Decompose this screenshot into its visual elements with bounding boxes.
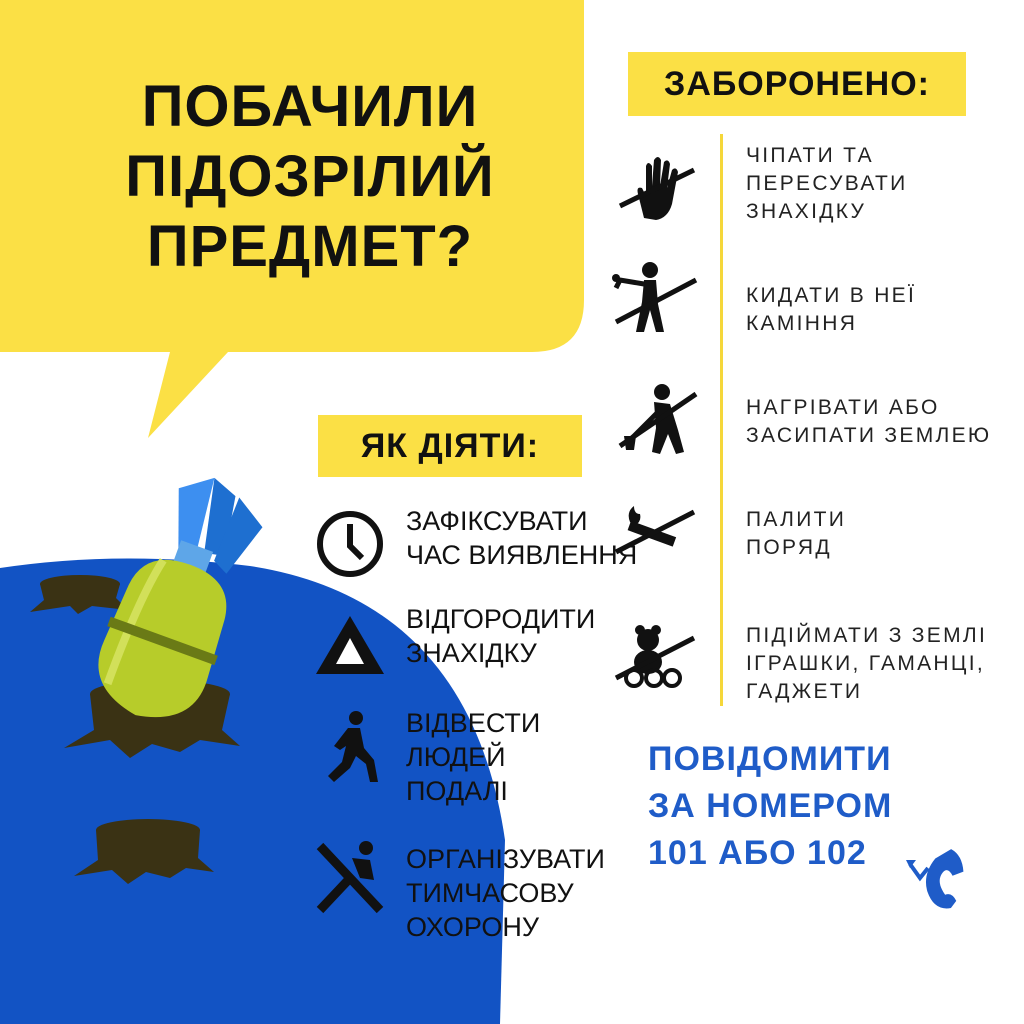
guard-person-icon [312, 838, 388, 914]
clock-icon [312, 506, 388, 582]
shovel-icon [610, 380, 700, 460]
report-phone-numbers: 101 АБО 102 [648, 834, 867, 872]
headline-line-3: ПРЕДМЕТ? [146, 214, 474, 279]
how-to-title: ЯК ДІЯТИ: [318, 415, 582, 477]
action-2-text: ВІДГОРОДИТИ ЗНАХІДКУ [406, 604, 596, 668]
throw-stone-icon [610, 258, 700, 338]
action-4-text: ОРГАНІЗУВАТИ ТИМЧАСОВУ ОХОРОНУ [406, 844, 605, 942]
action-1-text: ЗАФІКСУВАТИ ЧАС ВИЯВЛЕННЯ [406, 506, 638, 570]
hand-icon [610, 150, 700, 230]
report-line-1: ПОВІДОМИТИ [648, 740, 892, 778]
section-divider [720, 134, 723, 706]
forbidden-item-3-text: НАГРІВАТИ АБО ЗАСИПАТИ ЗЕМЛЕЮ [746, 396, 992, 447]
headline-line-2: ПІДОЗРІЛИЙ [125, 144, 495, 209]
action-3-text: ВІДВЕСТИ ЛЮДЕЙ ПОДАЛІ [406, 708, 541, 806]
toys-icon [610, 620, 700, 700]
running-person-icon [312, 710, 388, 786]
forbidden-item-5-text: ПІДІЙМАТИ З ЗЕМЛІ ІГРАШКИ, ГАМАНЦІ, ГАДЖЕТИ [746, 624, 988, 703]
forbidden-item-1-text: ЧІПАТИ ТА ПЕРЕСУВАТИ ЗНАХІДКУ [746, 144, 908, 223]
phone-icon [902, 842, 974, 914]
forbidden-title: ЗАБОРОНЕНО: [628, 52, 966, 116]
headline [40, 72, 580, 282]
headline-line-1: ПОБАЧИЛИ [141, 74, 479, 139]
forbidden-item-2-text: КИДАТИ В НЕЇ КАМІННЯ [746, 284, 917, 335]
tree-stump-left [30, 575, 128, 614]
report-line-2: ЗА НОМЕРОМ [648, 787, 893, 825]
warning-triangle-icon [312, 608, 388, 684]
forbidden-item-4-text: ПАЛИТИ ПОРЯД [746, 508, 847, 559]
